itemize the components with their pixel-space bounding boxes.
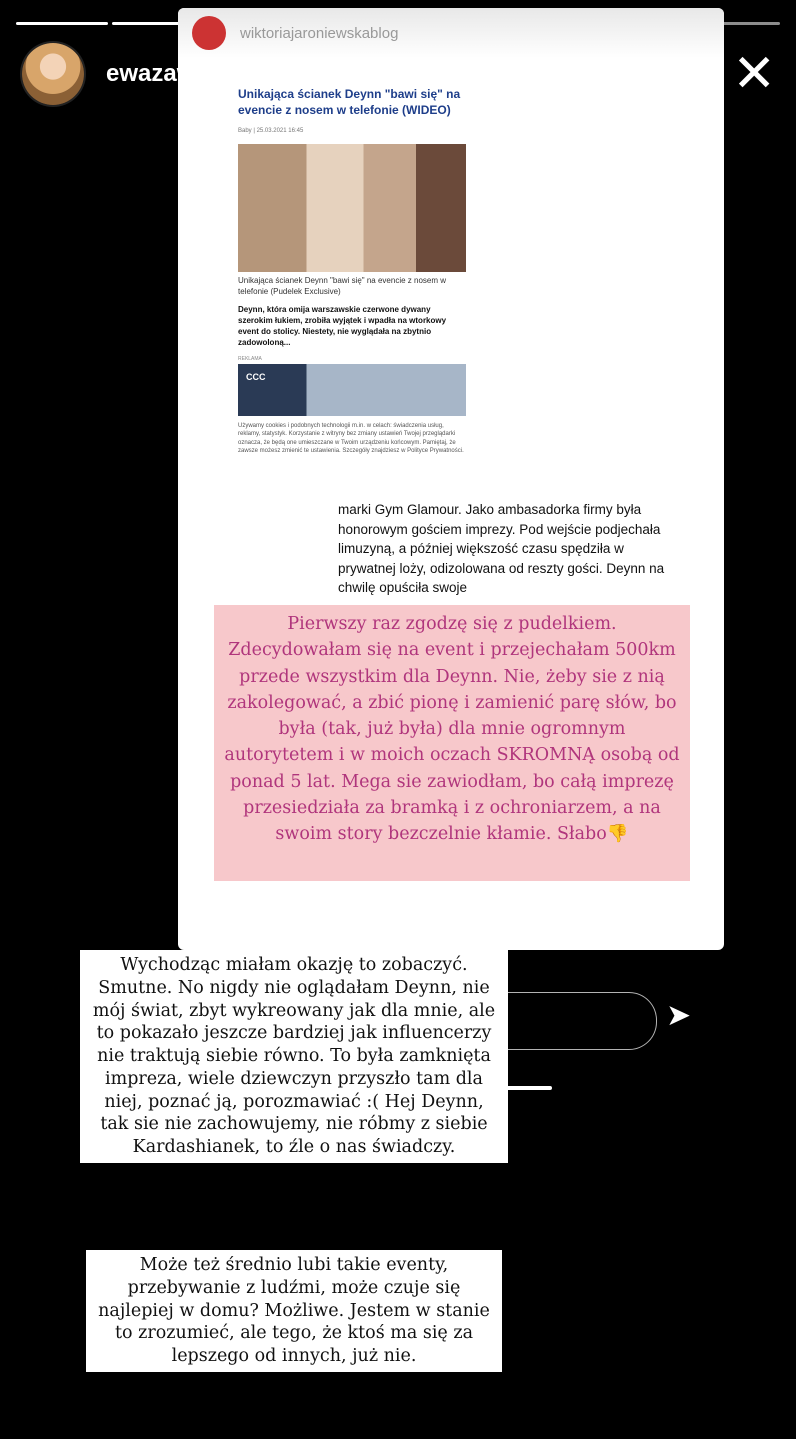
story-text-note-2: Może też średnio lubi takie eventy, przebywanie z ludźmi, może czuje się najlepiej w domu? Możliwe. Jestem w stanie to zrozumieć, ale tego, że ktoś ma się za lepszego od innych, już nie. (86, 1250, 502, 1372)
story-header (22, 42, 776, 106)
ad-brand: CCC (246, 372, 266, 383)
article-title: Unikająca ścianek Deynn "bawi się" na evencie z nosem w telefonie (WIDEO) (238, 87, 461, 118)
article-meta: Baby | 25.03.2021 16:45 (238, 128, 304, 135)
screenshot-handle: wiktoriajaroniewskablog (240, 24, 399, 42)
article-lead: Deynn, która omija warszawskie czerwone dywany szerokim łukiem, zrobiła wyjątek i wpadła na wtorkowy event do stolicy. Niestety, nie wyglądała na zbytnio zadowoloną... (238, 305, 447, 347)
shared-screenshot (178, 8, 724, 950)
article-photo (238, 144, 466, 272)
post-time: 23min (262, 60, 329, 87)
progress-segment (16, 22, 108, 25)
cookie-notice: Używamy cookies i podobnych technologii m.in. w celach: świadczenia usług, reklamy, statystyk. Korzystanie z witryny bez zmiany ustawień Twojej przeglądarki oznacza, że będą one umieszczane w Twoim urządzeniu końcowym. Pamiętaj, że zawsze możesz zmienić te ustawienia. Szczegóły znajdziesz w Polityce Prywatności. (238, 423, 464, 454)
send-icon[interactable]: ➤ (666, 998, 692, 1033)
more-options-icon[interactable]: ••• (633, 56, 693, 92)
article-card (238, 68, 466, 455)
ad-label: REKLAMA (238, 356, 262, 363)
story-text-note: Wychodząc miałam okazję to zobaczyć. Smutne. No nigdy nie oglądałam Deynn, nie mój świat, zbyt wykreowany jak dla mnie, ale to pokazało jeszcze bardziej jak influencerzy nie traktują siebie równo. To była zamknięta impreza, wiele dziewczyn przyszło tam dla niej, poznać ją, porozmawiać :( Hej Deynn, tak sie nie zachowujemy, nie róbmy z siebie Kardashianek, to źle o nas świadczy. (80, 950, 508, 1163)
pink-text-box: Pierwszy raz zgodzę się z pudelkiem. Zdecydowałam się na event i przejechałam 500km przede wszystkim dla Deynn. Nie, żeby sie z nią zakolegować, a zbić pionę i zamienić parę słów, bo była (tak, już była) dla mnie ogromnym autorytetem i w moich oczach SKROMNĄ osobą od ponad 5 lat. Mega sie zawiodłam, bo całą imprezę przesiedziała za bramką i z ochroniarzem, a na swoim story bezczelnie kłamie. Słabo👎 (214, 605, 690, 881)
drawn-line (506, 1086, 552, 1090)
username[interactable]: ewazawadza (106, 60, 249, 87)
comment-excerpt: marki Gym Glamour. Jako ambasadorka firmy była honorowym gościem imprezy. Pod wejście podjechała limuzyną, a później większość czasu spędziła w prywatnej loży, odizolowana od reszty gości. Deynn na chwilę opuściła swoje (330, 496, 686, 602)
avatar[interactable] (22, 43, 84, 105)
ad-banner (238, 364, 466, 416)
close-icon[interactable]: ✕ (732, 44, 776, 104)
article-caption: Unikająca ścianek Deynn "bawi się" na evencie z nosem w telefonie (Pudelek Exclusive) (238, 276, 447, 296)
